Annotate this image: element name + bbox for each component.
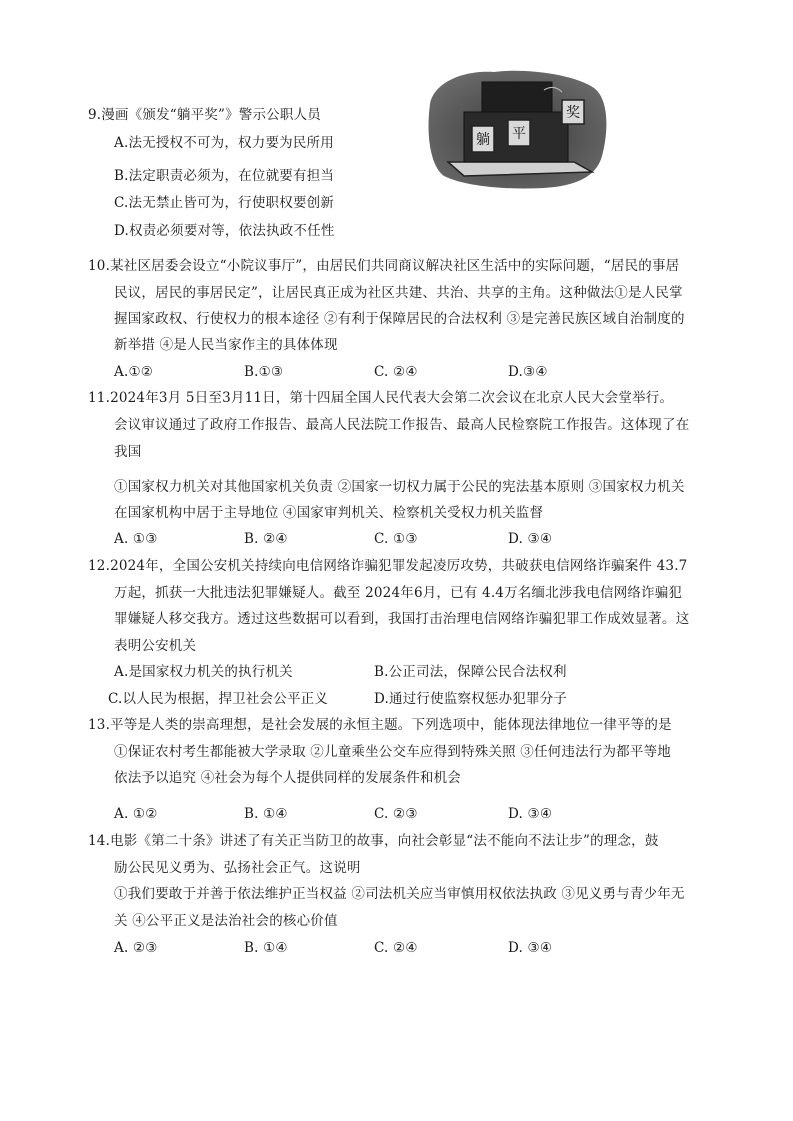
q10-stem-line-4: 新举措 ④是人民当家作主的具体体现 [114,337,338,353]
q11-stem-line-1: 11.2024年3月 5日至3月11日，第十四届全国人民代表大会第二次会议在北京人民大会堂举行。 [88,390,674,406]
q12-option-a: A.是国家权力机关的执行机关 [114,664,293,680]
q11-option-c: C. ①③ [374,531,418,547]
q14-option-b: B. ①④ [244,940,288,956]
q11-stem-line-2: 会议审议通过了政府工作报告、最高人民法院工作报告、最高人民检察院工作报告。这体现了在 [114,417,690,433]
q12-stem-line-2: 万起，抓获一大批违法犯罪嫌疑人。截至 2024年6月，已有 4.4万名缅北涉我电信网络诈骗犯 [114,585,683,601]
q9-option-c: C.法无禁止皆可为，行使职权要创新 [114,195,335,211]
q13-option-c: C. ②③ [374,806,418,822]
q10-option-d: D.③④ [508,364,548,380]
cartoon-char-3: 奖 [566,105,580,121]
q10-stem-line-2: 民议，居民的事居民定”，让居民真正成为社区共建、共治、共享的主角。这种做法①是人民掌 [114,285,683,301]
q11-stem-line-3: 我国 [114,444,142,460]
q14-option-d: D. ③④ [508,940,553,956]
q11-option-d: D. ③④ [508,531,553,547]
q14-statements-line-1: ①我们要敢于并善于依法维护正当权益 ②司法机关应当审慎用权依法执政 ③见义勇与青少年无 [114,886,685,902]
q12-option-b: B.公正司法，保障公民合法权利 [374,664,567,680]
q10-stem-line-3: 握国家政权、行使权力的根本途径 ②有利于保障居民的合法权利 ③是完善民族区域自治制度的 [114,311,685,327]
q12-option-c: C.以人民为根据，捍卫社会公平正义 [108,691,329,707]
cartoon-char-2: 平 [512,126,526,142]
q10-option-b: B.①③ [244,364,284,380]
q9-option-b: B.法定职责必须为，在位就要有担当 [114,168,335,184]
q14-stem-line-1: 14.电影《第二十条》讲述了有关正当防卫的故事，向社会彰显“法不能向不法让步”的理念，鼓 [88,833,659,849]
q13-statements-line-1: ①保证农村考生都能被大学录取 ②儿童乘坐公交车应得到特殊关照 ③任何违法行为都平等地 [114,744,671,760]
q12-stem-line-1: 12.2024年，全国公安机关持续向电信网络诈骗犯罪发起凌厉攻势，共破获电信网络诈骗案件 43.7 [88,558,688,574]
q13-option-d: D. ③④ [508,806,553,822]
q11-statements-line-1: ①国家权力机关对其他国家机关负责 ②国家一切权力属于公民的宪法基本原则 ③国家权力机关 [114,479,685,495]
q10-option-c: C. ②④ [374,364,418,380]
q14-stem-line-2: 励公民见义勇为、弘扬社会正气。这说明 [114,860,361,876]
q13-stem: 13.平等是人类的崇高理想，是社会发展的永恒主题。下列选项中，能体现法律地位一律平等的是 [88,717,672,733]
top-box [482,82,552,116]
q12-option-d: D.通过行使监察权惩办犯罪分子 [374,691,568,707]
q9-option-d: D.权责必须要对等，依法执政不任性 [114,223,335,239]
q9-option-a: A.法无授权不可为，权力要为民所用 [114,135,334,151]
q13-option-b: B. ①④ [244,806,288,822]
q10-option-a: A.①② [114,364,154,380]
trophy-cartoon-icon [424,64,612,190]
q9-stem: 9.漫画《颁发“躺平奖”》警示公职人员 [88,107,321,123]
q14-statements-line-2: 关 ④公平正义是法治社会的核心价值 [114,913,338,929]
q14-option-a: A. ②③ [114,940,158,956]
cartoon-char-1: 躺 [476,132,490,148]
q10-stem-line-1: 10.某社区居委会设立“小院议事厅”，由居民们共同商议解决社区生活中的实际问题，“居民的事居 [88,258,680,274]
q12-stem-line-4: 表明公安机关 [114,638,197,654]
q12-stem-line-3: 罪嫌疑人移交我方。透过这些数据可以看到，我国打击治理电信网络诈骗犯罪工作成效显著。这 [114,611,690,627]
q11-option-b: B. ②④ [244,531,288,547]
q11-statements-line-2: 在国家机构中居于主导地位 ④国家审判机关、检察机关受权力机关监督 [114,505,544,521]
q11-option-a: A. ①③ [114,531,158,547]
q13-option-a: A. ①② [114,806,158,822]
q14-option-c: C. ②④ [374,940,418,956]
q13-statements-line-2: 依法予以追究 ④社会为每个人提供同样的发展条件和机会 [114,770,461,786]
